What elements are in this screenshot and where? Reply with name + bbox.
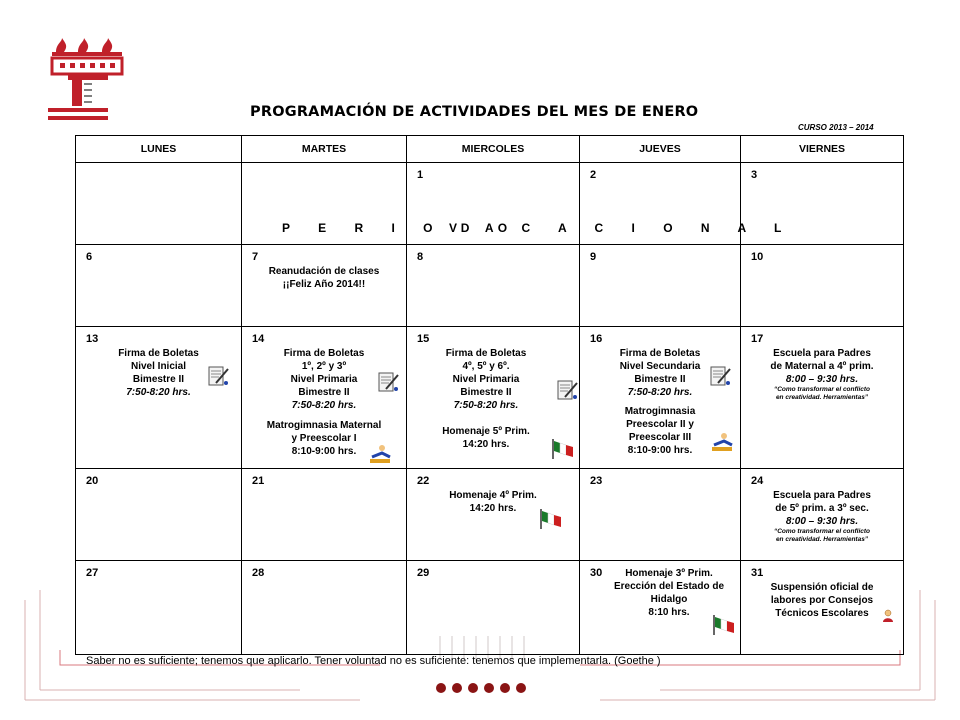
day-number: 15	[417, 333, 430, 345]
event-firma-secundaria: Firma de Boletas Nivel Secundaria Bimestre II 7:50-8:20 hrs.	[619, 348, 701, 398]
day-number: 3	[751, 169, 758, 181]
goethe-quote: Saber no es suficiente; tenemos que aplicarlo. Tener voluntad no es suficiente: tenemos que implementarla. (Goethe )	[86, 655, 661, 667]
dot-icon	[516, 683, 526, 693]
dot-icon	[468, 683, 478, 693]
day-cell-20	[76, 469, 242, 561]
day-number: 1	[417, 169, 424, 181]
day-cell-15	[407, 327, 580, 469]
flag-icon	[551, 437, 575, 459]
event-reanudacion: Reanudación de clases ¡¡Feliz Año 2014!!	[268, 266, 380, 290]
week-row-2	[76, 245, 904, 327]
decorative-dots	[436, 680, 532, 698]
event-firma-primaria-456: Firma de Boletas 4º, 5º y 6º. Nivel Primaria Bimestre II 7:50-8:20 hrs.	[445, 348, 527, 411]
event-matrogimnasia-preescolar: Matrogimnasia Preescolar II y Preescolar III 8:10-9:00 hrs.	[624, 406, 696, 456]
day-number: 8	[417, 251, 424, 263]
page-title: PROGRAMACIÓN DE ACTIVIDADES DEL MES DE ENERO	[250, 104, 699, 120]
flag-icon	[539, 507, 563, 529]
day-cell-29	[407, 561, 580, 655]
periodo-label: P E R I O D O	[282, 221, 520, 235]
day-cell-6	[76, 245, 242, 327]
day-cell-23	[580, 469, 741, 561]
day-number: 21	[252, 475, 265, 487]
day-number: 22	[417, 475, 430, 487]
event-escuela-padres-1: Escuela para Padres de Maternal a 4º prim. 8:00 – 9:30 hrs. “Como transformar el conflicto en creatividad. Herramientas”	[770, 348, 874, 401]
signing-icon	[206, 365, 230, 387]
day-number: 28	[252, 567, 265, 579]
day-number: 14	[252, 333, 265, 345]
week-row-1	[76, 163, 904, 245]
day-cell-empty	[76, 163, 520, 245]
calendar-table	[75, 135, 904, 655]
vacacional-label: V A C A C I O N A L	[449, 221, 794, 235]
school-logo	[48, 38, 128, 122]
signing-icon	[555, 379, 579, 401]
day-cell-7	[242, 245, 407, 327]
day-number: 23	[590, 475, 603, 487]
dot-icon	[484, 683, 494, 693]
day-number: 20	[86, 475, 99, 487]
exercise-icon	[368, 443, 392, 465]
day-number: 2	[590, 169, 597, 181]
teacher-icon	[881, 609, 895, 623]
day-cell-17	[741, 327, 904, 469]
header-row	[76, 136, 904, 163]
day-number: 29	[417, 567, 430, 579]
day-cell-3	[741, 163, 904, 245]
day-cell-9	[580, 245, 741, 327]
day-cell-24	[741, 469, 904, 561]
day-number: 30	[590, 567, 603, 579]
day-cell-22	[407, 469, 580, 561]
day-number: 6	[86, 251, 93, 263]
week-row-3	[76, 327, 904, 469]
day-cell-30	[580, 561, 741, 655]
day-cell-21	[242, 469, 407, 561]
day-cell-16	[580, 327, 741, 469]
event-firma-primaria-123: Firma de Boletas 1º, 2º y 3º Nivel Primaria Bimestre II 7:50-8:20 hrs.	[283, 348, 365, 411]
header-lunes: LUNES	[76, 136, 242, 163]
event-suspension: Suspensión oficial de labores por Consejos Técnicos Escolares	[770, 582, 874, 619]
day-cell-empty	[242, 163, 407, 245]
day-cell-14	[242, 327, 407, 469]
day-cell-28	[242, 561, 407, 655]
dot-icon	[452, 683, 462, 693]
event-escuela-padres-2: Escuela para Padres de 5º prim. a 3º sec. 8:00 – 9:30 hrs. “Como transformar el conflicto en creatividad. Herramientas”	[773, 490, 871, 543]
event-homenaje-3-hidalgo: Homenaje 3º Prim. Erección del Estado de Hidalgo 8:10 hrs.	[613, 568, 725, 618]
day-number: 13	[86, 333, 99, 345]
header-miercoles: MIERCOLES	[407, 136, 580, 163]
day-cell-1	[407, 163, 794, 245]
event-homenaje-5: Homenaje 5º Prim. 14:20 hrs.	[442, 426, 530, 450]
day-cell-8	[407, 245, 580, 327]
header-jueves: JUEVES	[580, 136, 741, 163]
day-number: 7	[252, 251, 259, 263]
signing-icon	[708, 365, 732, 387]
day-number: 24	[751, 475, 764, 487]
week-row-5	[76, 561, 904, 655]
flag-icon	[712, 613, 736, 635]
day-cell-13	[76, 327, 242, 469]
day-number: 31	[751, 567, 764, 579]
day-number: 9	[590, 251, 597, 263]
school-year: CURSO 2013 – 2014	[798, 123, 874, 132]
day-cell-31	[741, 561, 904, 655]
day-cell-2	[580, 163, 741, 245]
day-number: 16	[590, 333, 603, 345]
day-cell-27	[76, 561, 242, 655]
day-number: 27	[86, 567, 99, 579]
day-cell-10	[741, 245, 904, 327]
week-row-4	[76, 469, 904, 561]
event-firma-inicial: Firma de Boletas Nivel Inicial Bimestre II 7:50-8:20 hrs.	[118, 348, 199, 398]
exercise-icon	[710, 431, 734, 453]
dot-icon	[436, 683, 446, 693]
header-martes: MARTES	[242, 136, 407, 163]
day-number: 10	[751, 251, 764, 263]
event-homenaje-4: Homenaje 4º Prim. 14:20 hrs.	[449, 490, 537, 514]
dot-icon	[500, 683, 510, 693]
event-matrogimnasia-maternal: Matrogimnasia Maternal y Preescolar I 8:10-9:00 hrs.	[266, 420, 382, 457]
day-number: 17	[751, 333, 764, 345]
header-viernes: VIERNES	[741, 136, 904, 163]
